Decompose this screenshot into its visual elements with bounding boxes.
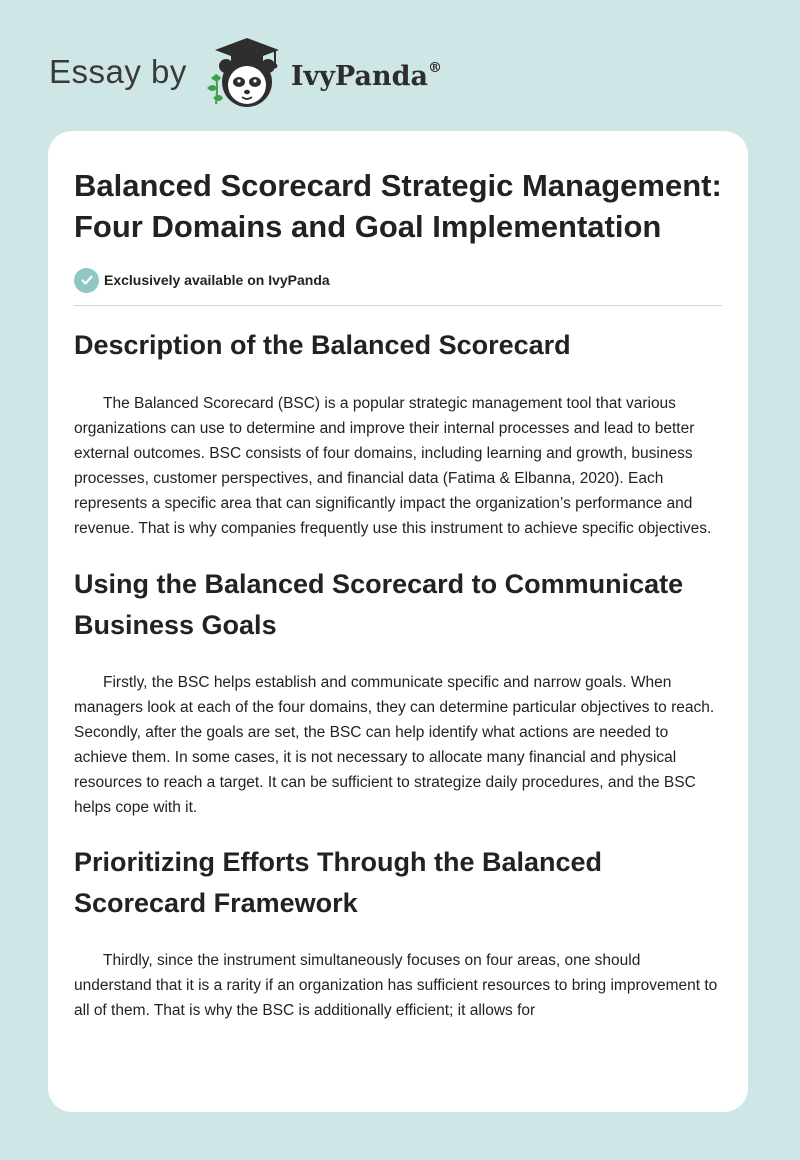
brand-name[interactable]: IvyPanda® <box>290 59 442 92</box>
check-icon <box>74 268 99 293</box>
section-paragraph: The Balanced Scorecard (BSC) is a popular strategic management tool that various organizations can use to determine and improve their internal processes and lead to better external outcomes. BSC consists of four domains, including learning and growth, business processes, customer perspectives, and financial data (Fatima & Elbanna, 2020). Each represents a specific area that can significantly impact the organization’s performance and revenue. That is why companies frequently use this instrument to achieve specific objectives. <box>74 395 712 537</box>
essay-title: Balanced Scorecard Strategic Management: Four Domains and Goal Implementation <box>74 168 722 244</box>
divider <box>74 305 722 306</box>
section-heading: Description of the Balanced Scorecard <box>74 330 571 360</box>
exclusive-label: Exclusively available on IvyPanda <box>104 272 330 288</box>
section-heading: Using the Balanced Scorecard to Communicate Business Goals <box>74 569 684 640</box>
section-heading: Prioritizing Efforts Through the Balanced Scorecard Framework <box>74 847 603 918</box>
registered-mark: ® <box>427 59 442 76</box>
site-header <box>49 30 442 114</box>
section-paragraph: Firstly, the BSC helps establish and communicate specific and narrow goals. When managers look at each of the four domains, they can determine particular objectives to reach. Secondly, after the goals are set, the BSC can help identify what actions are needed to achieve them. In some cases, it is not necessary to allocate many financial and physical resources to reach a target. It can be sufficient to strategize daily procedures, and the BSC helps cope with it. <box>74 674 715 816</box>
panda-logo-icon[interactable] <box>201 30 285 114</box>
essay-card <box>48 131 748 1112</box>
essay-by-label: Essay by <box>49 53 187 90</box>
exclusive-badge <box>74 267 722 293</box>
section-paragraph: Thirdly, since the instrument simultaneously focuses on four areas, one should understand that it is a rarity if an organization has sufficient resources to bring improvement to all of them. That is why the BSC is additionally efficient; it allows for <box>74 952 718 1019</box>
